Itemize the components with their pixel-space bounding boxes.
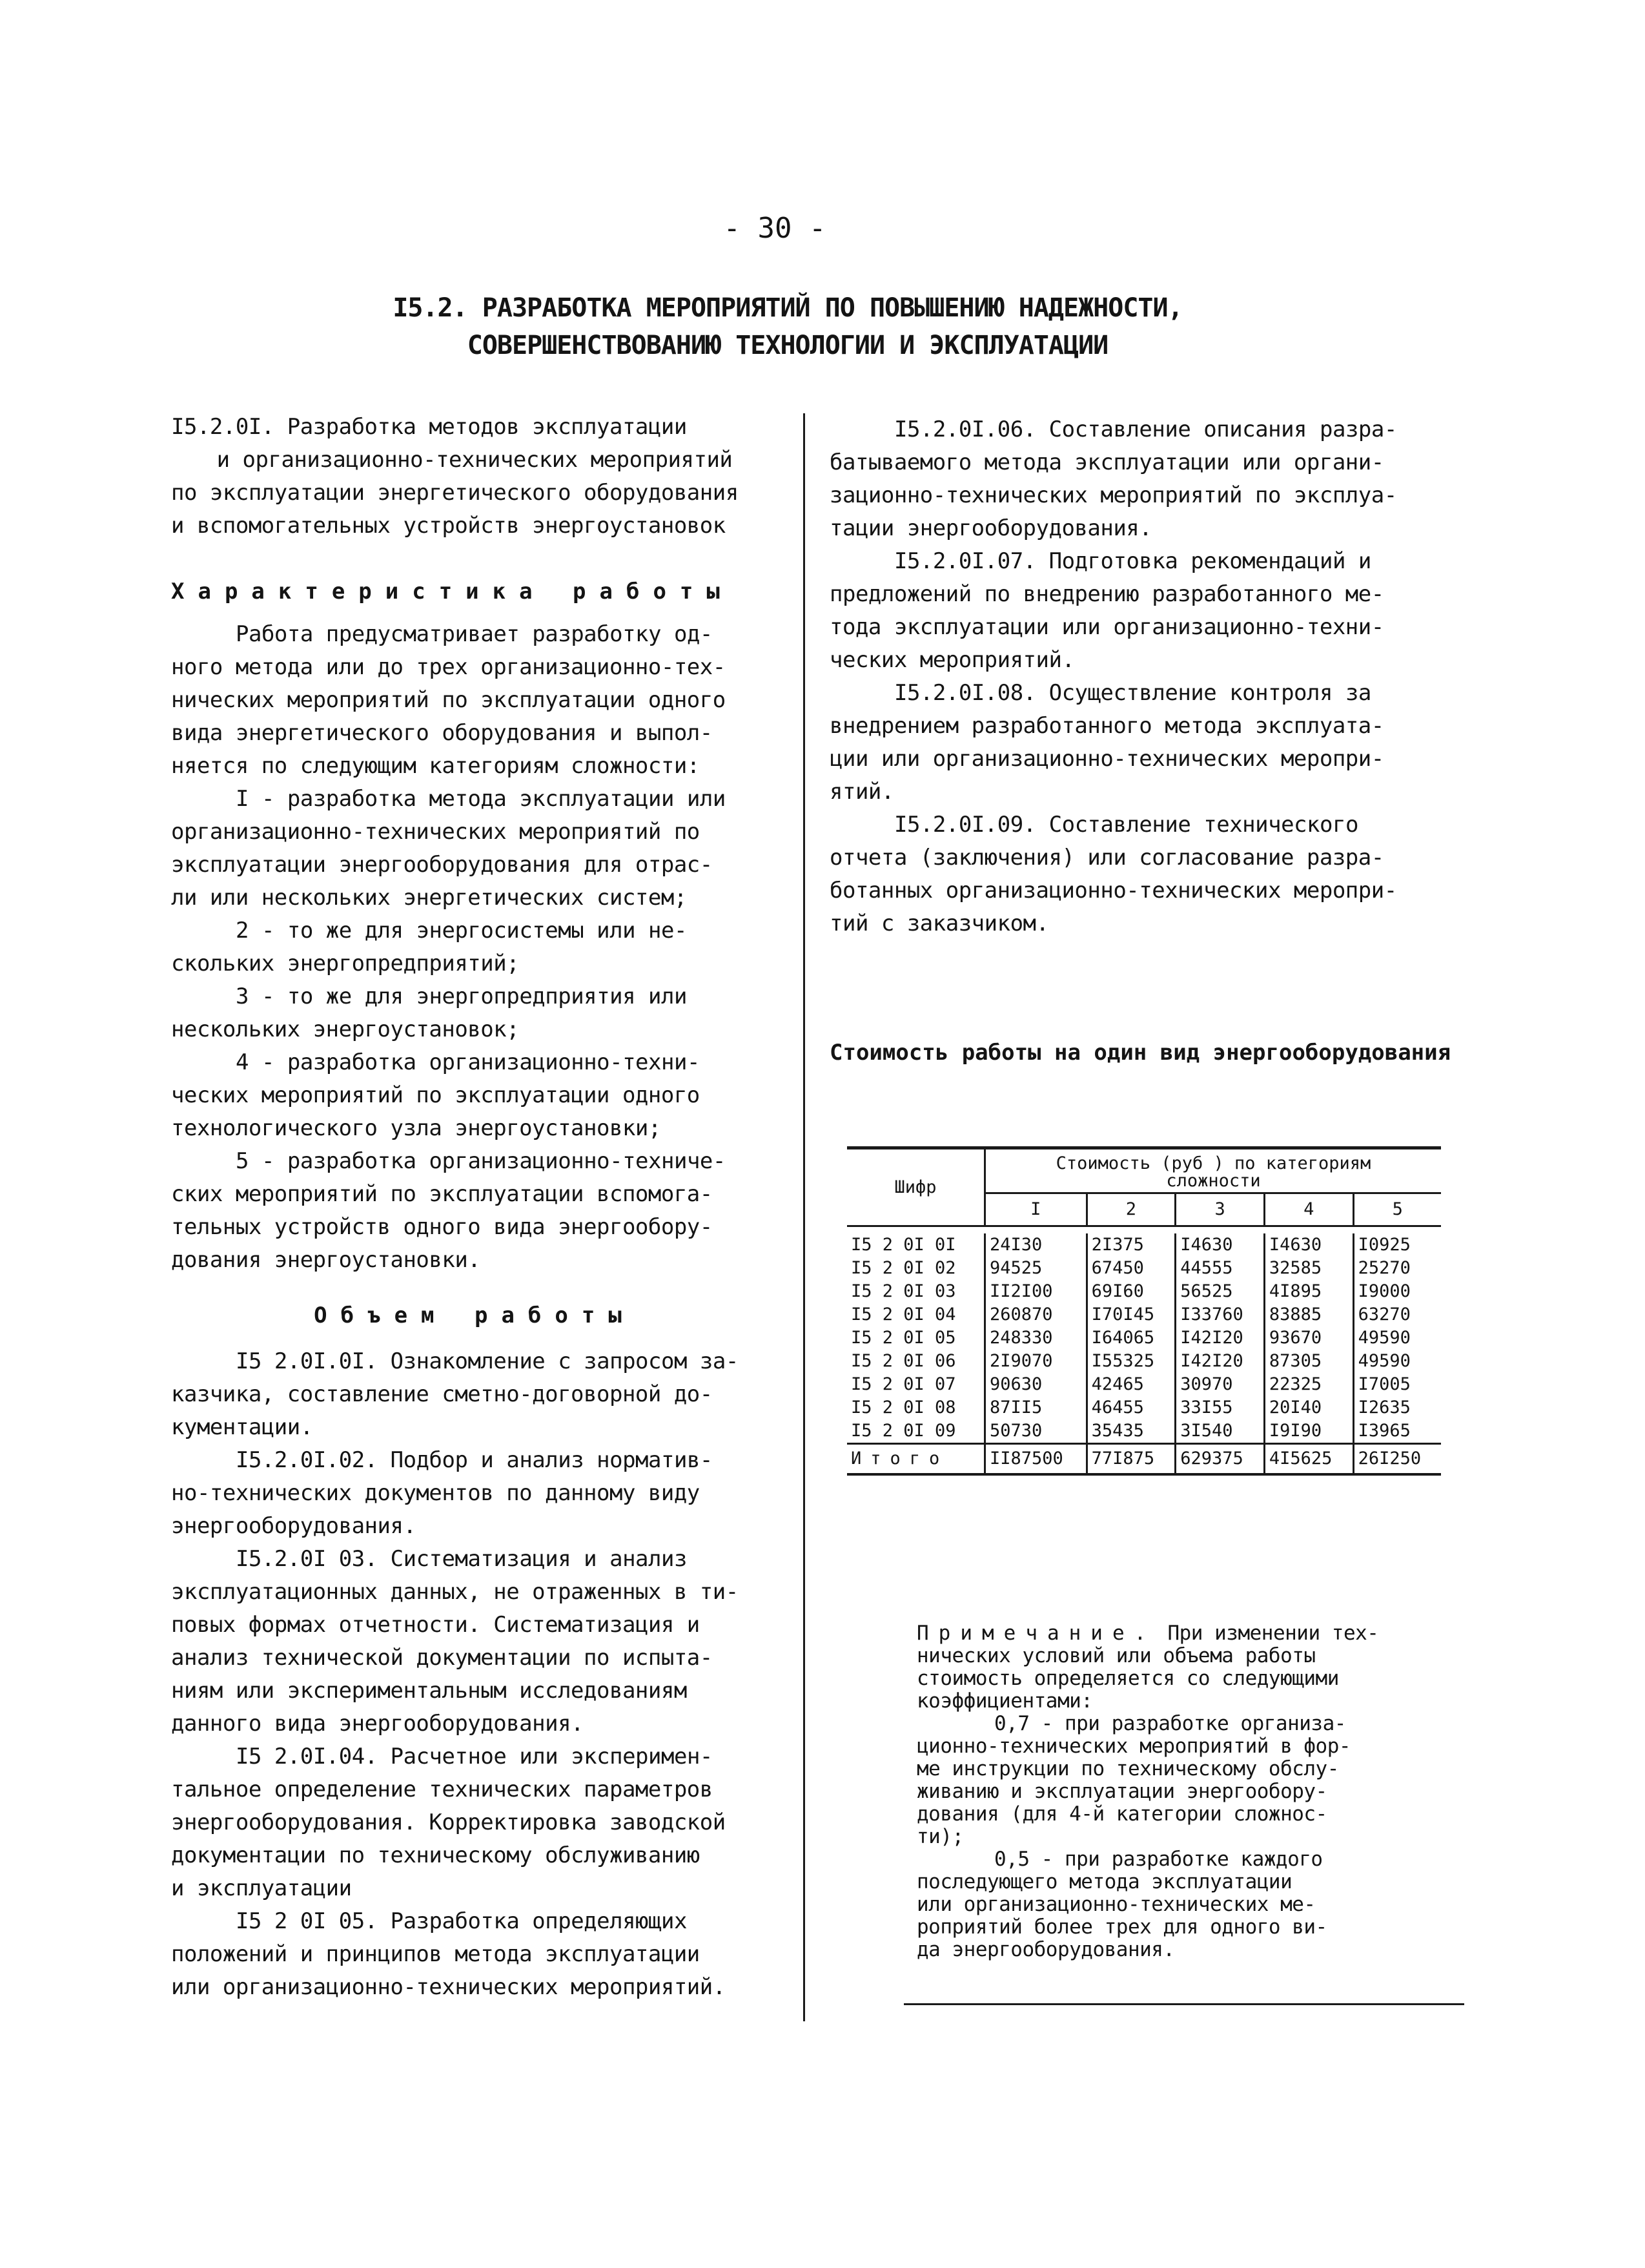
body-line: тельных устройств одного вида энергообору- bbox=[171, 1214, 713, 1240]
category-header: I bbox=[985, 1193, 1087, 1226]
table-row bbox=[847, 1233, 1441, 1257]
row-code: I5 2 0I 02 bbox=[851, 1258, 956, 1278]
total-row bbox=[847, 1444, 1441, 1475]
body-line: 3 - то же для энергопредприятия или bbox=[236, 984, 687, 1009]
body-line: технологического узла энергоустановки; bbox=[171, 1115, 661, 1141]
table-row bbox=[847, 1373, 1441, 1396]
cell-value: I55325 bbox=[1087, 1350, 1176, 1373]
body-line: документации по техническому обслуживанию bbox=[171, 1842, 700, 1868]
cell-value: 33I55 bbox=[1176, 1396, 1265, 1419]
note-label: Примечание. bbox=[917, 1622, 1156, 1645]
item-title: I5.2.0I. Разработка методов эксплуатации bbox=[171, 414, 687, 440]
body-line: положений и принципов метода эксплуатации bbox=[171, 1941, 700, 1967]
body-line: I5.2.0I.07. Подготовка рекомендаций и bbox=[894, 548, 1371, 574]
body-line: организационно-технических мероприятий по bbox=[171, 819, 700, 845]
note-line: коэффициентами: bbox=[917, 1689, 1093, 1713]
body-line: 4 - разработка организационно-техни- bbox=[236, 1049, 700, 1075]
cell-value: I4630 bbox=[1264, 1233, 1353, 1257]
cell-value: I0925 bbox=[1353, 1233, 1441, 1257]
row-code: I5 2 0I 06 bbox=[851, 1351, 956, 1371]
total-label: Итого bbox=[851, 1448, 949, 1469]
cell-value: II2I00 bbox=[985, 1280, 1087, 1303]
total-value: 26I250 bbox=[1353, 1444, 1441, 1475]
cell-value: 69I60 bbox=[1087, 1280, 1176, 1303]
body-line: ного метода или до трех организационно-тех- bbox=[171, 654, 726, 680]
body-line: ниям или экспериментальным исследованиям bbox=[171, 1678, 687, 1704]
body-line: Работа предусматривает разработку од- bbox=[236, 621, 713, 647]
row-code: I5 2 0I 08 bbox=[851, 1397, 956, 1418]
cell-value: 56525 bbox=[1176, 1280, 1265, 1303]
cell-value: I42I20 bbox=[1176, 1326, 1265, 1350]
body-line: эксплуатации энергооборудования для отрас- bbox=[171, 852, 713, 878]
body-line: I5.2.0I.06. Составление описания разра- bbox=[894, 417, 1397, 442]
body-line: энергооборудования. bbox=[171, 1513, 416, 1539]
cell-value: 44555 bbox=[1176, 1257, 1265, 1280]
cell-value: 94525 bbox=[985, 1257, 1087, 1280]
cell-value: 42465 bbox=[1087, 1373, 1176, 1396]
cell-value: 248330 bbox=[985, 1326, 1087, 1350]
cell-value: I64065 bbox=[1087, 1326, 1176, 1350]
section-heading bbox=[362, 289, 1214, 364]
cell-value: I9000 bbox=[1353, 1280, 1441, 1303]
body-line: нескольких энергоустановок; bbox=[171, 1016, 520, 1042]
body-line: анализ технической документации по испыта- bbox=[171, 1645, 713, 1671]
row-code: I5 2 0I 05 bbox=[851, 1328, 956, 1348]
cell-value: I42I20 bbox=[1176, 1350, 1265, 1373]
cell-value: I4630 bbox=[1176, 1233, 1265, 1257]
body-line: предложений по внедрению разработанного ме- bbox=[830, 581, 1384, 607]
code-header: Шифр bbox=[847, 1148, 985, 1226]
cell-value: 2I9070 bbox=[985, 1350, 1087, 1373]
note-line: последующего метода эксплуатации bbox=[917, 1870, 1292, 1893]
total-value: 77I875 bbox=[1087, 1444, 1176, 1475]
body-line: казчика, составление сметно-договорной до- bbox=[171, 1381, 713, 1407]
body-line: ских мероприятий по эксплуатации вспомога- bbox=[171, 1181, 713, 1207]
cell-value: 49590 bbox=[1353, 1326, 1441, 1350]
page-number: - 30 - bbox=[723, 212, 826, 245]
body-line: 5 - разработка организационно-техниче- bbox=[236, 1148, 726, 1174]
cell-value: 50730 bbox=[985, 1419, 1087, 1444]
cell-value: I70I45 bbox=[1087, 1303, 1176, 1326]
body-line: няется по следующим категориям сложности: bbox=[171, 753, 700, 779]
body-line: I5 2 0I 05. Разработка определяющих bbox=[236, 1908, 687, 1934]
cell-value: I7005 bbox=[1353, 1373, 1441, 1396]
heading-line: СОВЕРШЕНСТВОВАНИЮ ТЕХНОЛОГИИ И ЭКСПЛУАТАЦИИ bbox=[467, 331, 1109, 360]
body-line: тальное определение технических параметров bbox=[171, 1777, 713, 1802]
note-line: ме инструкции по техническому обслу- bbox=[917, 1757, 1339, 1780]
cell-value: 32585 bbox=[1264, 1257, 1353, 1280]
body-line: или организационно-технических мероприятий. bbox=[171, 1974, 726, 2000]
item-title: и организационно-технических мероприятий bbox=[216, 447, 733, 473]
body-line: ции или организационно-технических меропри- bbox=[830, 746, 1384, 772]
table-row bbox=[847, 1303, 1441, 1326]
row-code: I5 2 0I 04 bbox=[851, 1304, 956, 1325]
body-line: тации энергооборудования. bbox=[830, 515, 1152, 541]
note-line: При изменении тех- bbox=[1167, 1622, 1379, 1645]
cell-value: 3I540 bbox=[1176, 1419, 1265, 1444]
note-block bbox=[917, 1622, 1453, 1961]
body-line: кументации. bbox=[171, 1414, 313, 1440]
table-row bbox=[847, 1257, 1441, 1280]
note-line: ти); bbox=[917, 1825, 964, 1848]
cell-value: 87305 bbox=[1264, 1350, 1353, 1373]
heading-line: I5.2. РАЗРАБОТКА МЕРОПРИЯТИЙ ПО ПОВЫШЕНИЮ НАДЕЖНОСТИ, bbox=[393, 293, 1183, 323]
note-line: ционно-технических мероприятий в фор- bbox=[917, 1735, 1351, 1758]
body-line: I5 2.0I.04. Расчетное или эксперимен- bbox=[236, 1744, 713, 1769]
total-value: 629375 bbox=[1176, 1444, 1265, 1475]
note-line: дования (для 4-й категории сложнос- bbox=[917, 1802, 1327, 1826]
note-line: нических условий или объема работы bbox=[917, 1644, 1316, 1667]
cell-value: 46455 bbox=[1087, 1396, 1176, 1419]
cell-value: I2635 bbox=[1353, 1396, 1441, 1419]
item-title: по эксплуатации энергетического оборудования bbox=[171, 480, 739, 506]
body-line: данного вида энергооборудования. bbox=[171, 1711, 584, 1737]
body-line: отчета (заключения) или согласование разра- bbox=[830, 845, 1384, 871]
cell-value: I33760 bbox=[1176, 1303, 1265, 1326]
category-header: 4 bbox=[1264, 1193, 1353, 1226]
body-line: и эксплуатации bbox=[171, 1875, 352, 1901]
table-row bbox=[847, 1326, 1441, 1350]
cell-value: 260870 bbox=[985, 1303, 1087, 1326]
cell-value: 2I375 bbox=[1087, 1233, 1176, 1257]
body-line: ческих мероприятий. bbox=[830, 647, 1075, 673]
cell-value: 25270 bbox=[1353, 1257, 1441, 1280]
body-line: тий с заказчиком. bbox=[830, 911, 1049, 936]
body-line: нических мероприятий по эксплуатации одного bbox=[171, 687, 726, 713]
cell-value: 49590 bbox=[1353, 1350, 1441, 1373]
body-line: I5.2.0I 03. Систематизация и анализ bbox=[236, 1546, 687, 1572]
body-line: зационно-технических мероприятий по эксплуа- bbox=[830, 482, 1397, 508]
body-line: 2 - то же для энергосистемы или не- bbox=[236, 918, 687, 943]
cell-value: 90630 bbox=[985, 1373, 1087, 1396]
body-line: эксплуатационных данных, не отраженных в ти- bbox=[171, 1579, 739, 1605]
cell-value: 30970 bbox=[1176, 1373, 1265, 1396]
table-row bbox=[847, 1396, 1441, 1419]
cell-value: 67450 bbox=[1087, 1257, 1176, 1280]
body-line: повых формах отчетности. Систематизация и bbox=[171, 1612, 700, 1638]
body-line: I5.2.0I.09. Составление технического bbox=[894, 812, 1358, 838]
cell-value: 83885 bbox=[1264, 1303, 1353, 1326]
note-line: живанию и эксплуатации энергообору- bbox=[917, 1780, 1327, 1803]
note-line: стоимость определяется со следующими bbox=[917, 1667, 1339, 1690]
cell-value: 87II5 bbox=[985, 1396, 1087, 1419]
category-header: 2 bbox=[1087, 1193, 1176, 1226]
body-line: I5.2.0I.08. Осуществление контроля за bbox=[894, 680, 1371, 706]
total-value: 4I5625 bbox=[1264, 1444, 1353, 1475]
body-line: тода эксплуатации или организационно-техни- bbox=[830, 614, 1384, 640]
cell-value: 93670 bbox=[1264, 1326, 1353, 1350]
group-header: Стоимость (руб ) по категориям сложности bbox=[985, 1148, 1442, 1193]
cost-table bbox=[847, 1146, 1441, 1476]
body-line: батываемого метода эксплуатации или органи- bbox=[830, 449, 1384, 475]
cell-value: I3965 bbox=[1353, 1419, 1441, 1444]
body-line: энергооборудования. Корректировка заводской bbox=[171, 1809, 726, 1835]
body-line: I - разработка метода эксплуатации или bbox=[236, 786, 726, 812]
table-caption: Стоимость работы на один вид энергооборудования bbox=[830, 1040, 1451, 1066]
body-line: но-технических документов по данному виду bbox=[171, 1480, 700, 1506]
table-row bbox=[847, 1280, 1441, 1303]
body-line: внедрением разработанного метода эксплуата- bbox=[830, 713, 1384, 739]
characteristic-heading: Характеристика работы bbox=[171, 579, 733, 604]
body-line: ботанных организационно-технических меропри- bbox=[830, 878, 1397, 903]
row-code: I5 2 0I 03 bbox=[851, 1281, 956, 1301]
body-line: ли или нескольких энергетических систем; bbox=[171, 885, 687, 911]
body-line: ческих мероприятий по эксплуатации одного bbox=[171, 1082, 700, 1108]
item-title: и вспомогательных устройств энергоустановок bbox=[171, 513, 726, 539]
category-header: 5 bbox=[1353, 1193, 1441, 1226]
category-header: 3 bbox=[1176, 1193, 1265, 1226]
note-rule bbox=[904, 2003, 1464, 2005]
note-line: 0,5 - при разработке каждого bbox=[994, 1848, 1323, 1871]
note-line: или организационно-технических ме- bbox=[917, 1893, 1316, 1916]
column-divider bbox=[803, 413, 805, 2021]
total-value: II87500 bbox=[985, 1444, 1087, 1475]
table-row bbox=[847, 1350, 1441, 1373]
cell-value: 22325 bbox=[1264, 1373, 1353, 1396]
body-line: скольких энергопредприятий; bbox=[171, 951, 520, 976]
right-column bbox=[830, 413, 1440, 940]
note-line: да энергооборудования. bbox=[917, 1938, 1175, 1961]
table-row bbox=[847, 1419, 1441, 1444]
cell-value: 20I40 bbox=[1264, 1396, 1353, 1419]
cell-value: 4I895 bbox=[1264, 1280, 1353, 1303]
body-line: I5.2.0I.02. Подбор и анализ норматив- bbox=[236, 1447, 713, 1473]
note-line: роприятий более трех для одного ви- bbox=[917, 1915, 1327, 1939]
row-code: I5 2 0I 09 bbox=[851, 1421, 956, 1441]
body-line: ятий. bbox=[830, 779, 894, 805]
note-line: 0,7 - при разработке организа- bbox=[994, 1712, 1346, 1735]
cell-value: 35435 bbox=[1087, 1419, 1176, 1444]
row-code: I5 2 0I 07 bbox=[851, 1374, 956, 1394]
body-line: I5 2.0I.0I. Ознакомление с запросом за- bbox=[236, 1348, 739, 1374]
cell-value: I9I90 bbox=[1264, 1419, 1353, 1444]
row-code: I5 2 0I 0I bbox=[851, 1235, 956, 1255]
cell-value: 24I30 bbox=[985, 1233, 1087, 1257]
left-column bbox=[171, 411, 778, 2004]
body-line: дования энергоустановки. bbox=[171, 1247, 481, 1273]
cell-value: 63270 bbox=[1353, 1303, 1441, 1326]
scope-heading: Объем работы bbox=[314, 1303, 635, 1328]
body-line: вида энергетического оборудования и выпол- bbox=[171, 720, 713, 746]
